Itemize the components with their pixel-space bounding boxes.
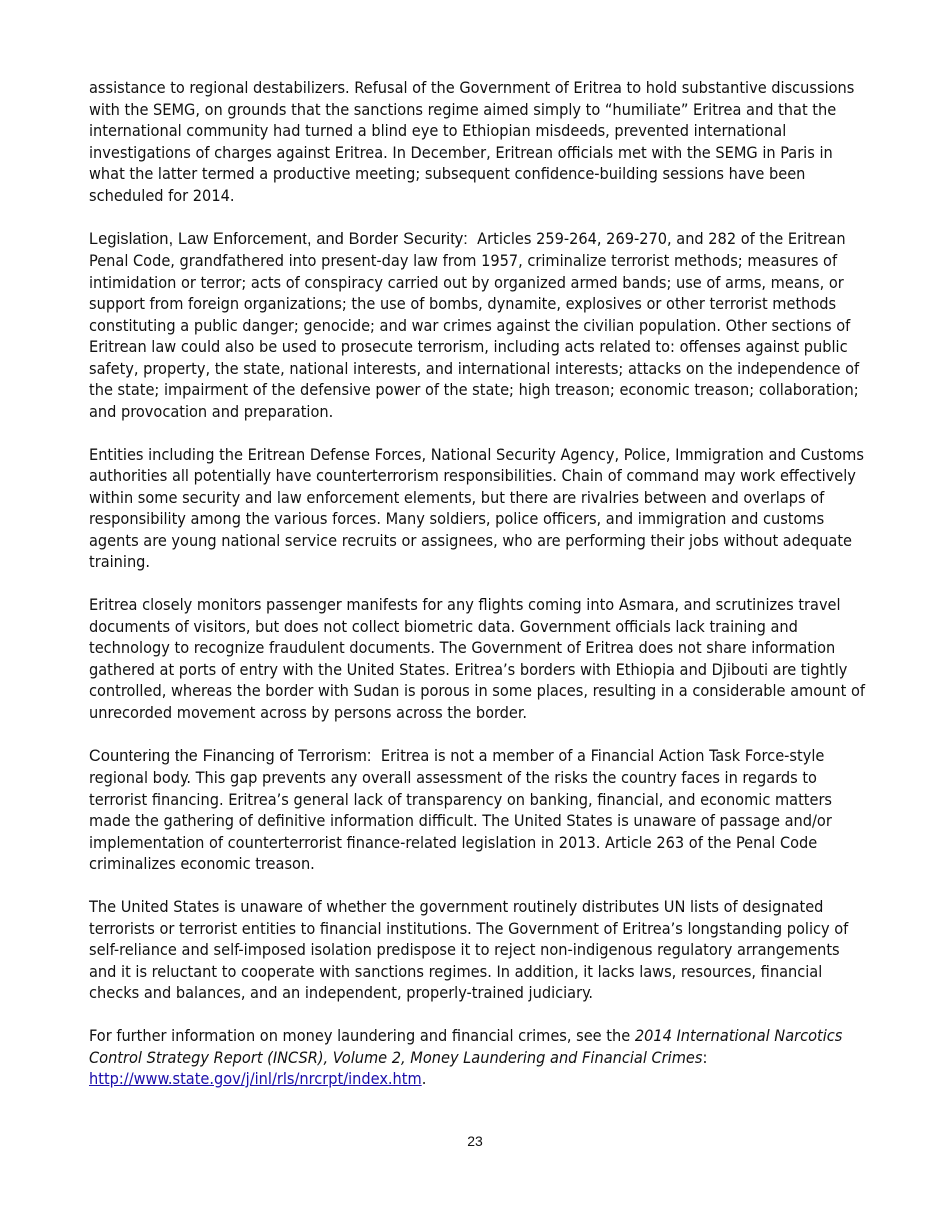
page-number: 23 (467, 1133, 483, 1149)
legislation-text: Articles 259-264, 269-270, and 282 of the Eritrean Penal Code, grandfathered into present-day law from 1957, criminalize terrorist methods; measures of intimidation or terror; acts of conspiracy carried out by organized armed bands; use of arms, means, or support from foreign organizations; the use of bombs, dynamite, explosives or other terrorist methods constituting a public danger; genocide; and war crimes against the civilian population. Other sections of Eritrean law could also be used to prosecute terrorism, including acts related to: offenses against public safety, property, the state, national interests, and international interests; attacks on the independence of the state; impairment of the defensive power of the state; high treason; economic treason; collaboration; and provocation and preparation. (89, 228, 860, 421)
paragraph-un-lists (89, 896, 869, 1004)
paragraph-sanctions (89, 77, 869, 206)
paragraph-border-monitoring (89, 594, 869, 723)
paragraph-entities (89, 444, 869, 573)
paragraph-financing (89, 745, 869, 875)
financing-text: Eritrea is not a member of a Financial Action Task Force-style regional body. This gap prevents any overall assessment of the risks the country faces in regards to terrorist financing. Eritrea’s general lack of transparency on banking, financial, and economic matters made the gathering of definitive information difficult. The United States is unaware of passage and/or implementation of counterterrorist finance-related legislation in 2013. Article 263 of the Penal Code criminalizes economic treason. (89, 745, 833, 873)
paragraph-sanctions-text: assistance to regional destabilizers. Refusal of the Government of Eritrea to hold substantive discussions with the SEMG, on grounds that the sanctions regime aimed simply to “humiliate” Eritrea and that the international community had turned a blind eye to Ethiopian misdeeds, prevented international investigations of charges against Eritrea. In December, Eritrean officials met with the SEMG in Paris in what the latter termed a productive meeting; subsequent confidence-building sessions have been scheduled for 2014. (89, 78, 855, 205)
paragraph-further-info (89, 1025, 869, 1090)
further-info-period: . (421, 1069, 427, 1088)
incsr-link[interactable]: http://www.state.gov/j/inl/rls/nrcrpt/index.htm (89, 1069, 422, 1088)
paragraph-legislation (89, 228, 869, 423)
entities-text: Entities including the Eritrean Defense Forces, National Security Agency, Police, Immigration and Customs authorities all potentially have counterterrorism responsibilities. Chain of command may work effectively within some security and law enforcement elements, but there are rivalries between and overlaps of responsibility among the various forces. Many soldiers, police officers, and immigration and customs agents are young national service recruits or assignees, who are performing their jobs without adequate training. (89, 444, 864, 571)
un-lists-text: The United States is unaware of whether the government routinely distributes UN lists of designated terrorists or terrorist entities to financial institutions. The Government of Eritrea’s longstanding policy of self-reliance and self-imposed isolation predispose it to reject non-indigenous regulatory arrangements and it is reluctant to cooperate with sanctions regimes. In addition, it lacks laws, resources, financial checks and balances, and an independent, properly-trained judiciary. (89, 897, 849, 1002)
incsr-report-title: 2014 International Narcotics Control Strategy Report (INCSR), Volume 2, Money Laundering and Financial Crimes (89, 1026, 843, 1067)
legislation-heading: Legislation, Law Enforcement, and Border Security: (89, 229, 468, 248)
monitoring-text: Eritrea closely monitors passenger manifests for any flights coming into Asmara, and scrutinizes travel documents of visitors, but does not collect biometric data. Government officials lack training and technology to recognize fraudulent documents. The Government of Eritrea does not share information gathered at ports of entry with the United States. Eritrea’s borders with Ethiopia and Djibouti are tightly controlled, whereas the border with Sudan is porous in some places, resulting in a considerable amount of unrecorded movement across by persons across the border. (89, 595, 865, 722)
further-info-prefix: For further information on money laundering and financial crimes, see the (89, 1026, 631, 1045)
document-body (89, 77, 869, 1111)
financing-heading: Countering the Financing of Terrorism: (89, 746, 372, 765)
further-info-colon: : (702, 1047, 708, 1067)
